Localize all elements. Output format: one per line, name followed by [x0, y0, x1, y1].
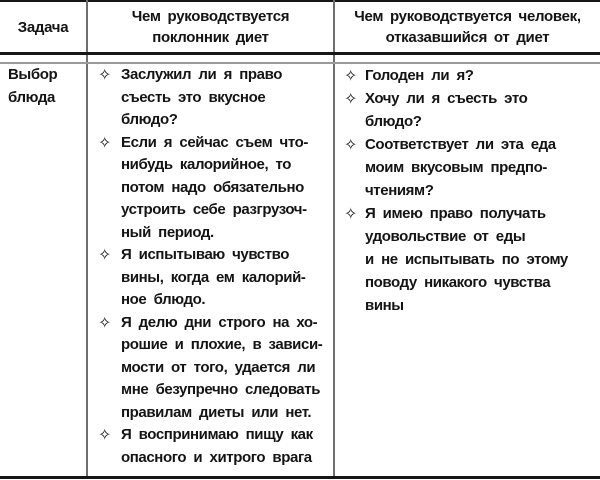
text-line: Заслужил ли я право — [121, 66, 282, 83]
four-pointed-star-icon: ✧ — [344, 204, 358, 223]
header-cell-no-diet — [335, 2, 600, 52]
list-item — [334, 202, 600, 317]
header-diet-fan-line: поклонник диет — [152, 29, 269, 46]
text-line: ный период. — [121, 223, 214, 241]
text-line: чтениям? — [365, 182, 434, 199]
text-line: удовольствие от еды — [365, 228, 526, 245]
text-line: устроить себе разгрузоч- — [121, 201, 307, 218]
text-line: мне безупречно следовать — [121, 381, 321, 398]
header-cell-task — [0, 2, 86, 52]
list-item — [88, 424, 334, 469]
body-cell-task — [8, 64, 86, 109]
text-line: Хочу ли я съесть это — [365, 90, 528, 107]
four-pointed-star-icon: ✧ — [98, 312, 112, 332]
task-line: блюда — [8, 88, 55, 106]
list-item — [88, 244, 334, 312]
header-cell-diet-fan — [88, 2, 333, 52]
text-line: Я воспринимаю пищу как — [121, 426, 313, 443]
four-pointed-star-icon: ✧ — [344, 66, 358, 85]
text-line: блюдо? — [365, 113, 422, 130]
body-cell-no-diet — [334, 64, 600, 317]
list-item — [334, 64, 600, 87]
header-separator-dark-rule — [0, 52, 600, 55]
text-line: нибудь калорийное, то — [121, 156, 291, 173]
task-line: Выбор — [8, 66, 58, 83]
text-line: вины, когда ем калорий- — [121, 268, 306, 286]
text-line: вины — [365, 297, 404, 314]
text-line: съесть это вкусное — [121, 88, 266, 106]
header-no-diet-line: Чем руководствуется человек, — [354, 8, 581, 25]
list-item — [88, 132, 334, 245]
list-item — [334, 133, 600, 202]
text-line: мости от того, удается ли — [121, 358, 316, 376]
list-item — [88, 312, 334, 425]
four-pointed-star-icon: ✧ — [344, 135, 358, 154]
text-line: блюдо? — [121, 111, 178, 128]
text-line: Если я сейчас съем что- — [121, 133, 308, 151]
text-line: Я испытываю чувство — [121, 246, 290, 263]
header-task-label: Задача — [17, 18, 69, 36]
text-line: Я имею право получать — [365, 205, 546, 222]
header-diet-fan-line: Чем руководствуется — [131, 8, 290, 25]
text-line: Я делю дни строго на хо- — [121, 313, 318, 331]
four-pointed-star-icon: ✧ — [344, 89, 358, 108]
four-pointed-star-icon: ✧ — [98, 65, 112, 84]
text-line: рошие и плохие, в зависи- — [121, 336, 323, 353]
text-line: Голоден ли я? — [365, 67, 474, 84]
four-pointed-star-icon: ✧ — [98, 132, 112, 152]
text-line: ное блюдо. — [121, 291, 206, 308]
text-line: поводу никакого чувства — [365, 274, 551, 291]
text-line: Соответствует ли эта еда — [365, 136, 556, 153]
four-pointed-star-icon: ✧ — [98, 425, 112, 444]
text-line: потом надо обязательно — [121, 178, 304, 196]
header-no-diet-line: отказавшийся от диет — [385, 29, 550, 46]
four-pointed-star-icon: ✧ — [98, 245, 112, 264]
text-line: опасного и хитрого врага — [121, 448, 312, 466]
list-item — [88, 64, 334, 132]
text-line: правилам диеты или нет. — [121, 403, 312, 421]
text-line: моим вкусовым предпо- — [365, 159, 547, 176]
body-cell-diet-fan — [88, 64, 334, 469]
text-line: и не испытывать по этому — [365, 251, 568, 268]
table-bottom-border — [0, 476, 600, 479]
list-item — [334, 87, 600, 133]
